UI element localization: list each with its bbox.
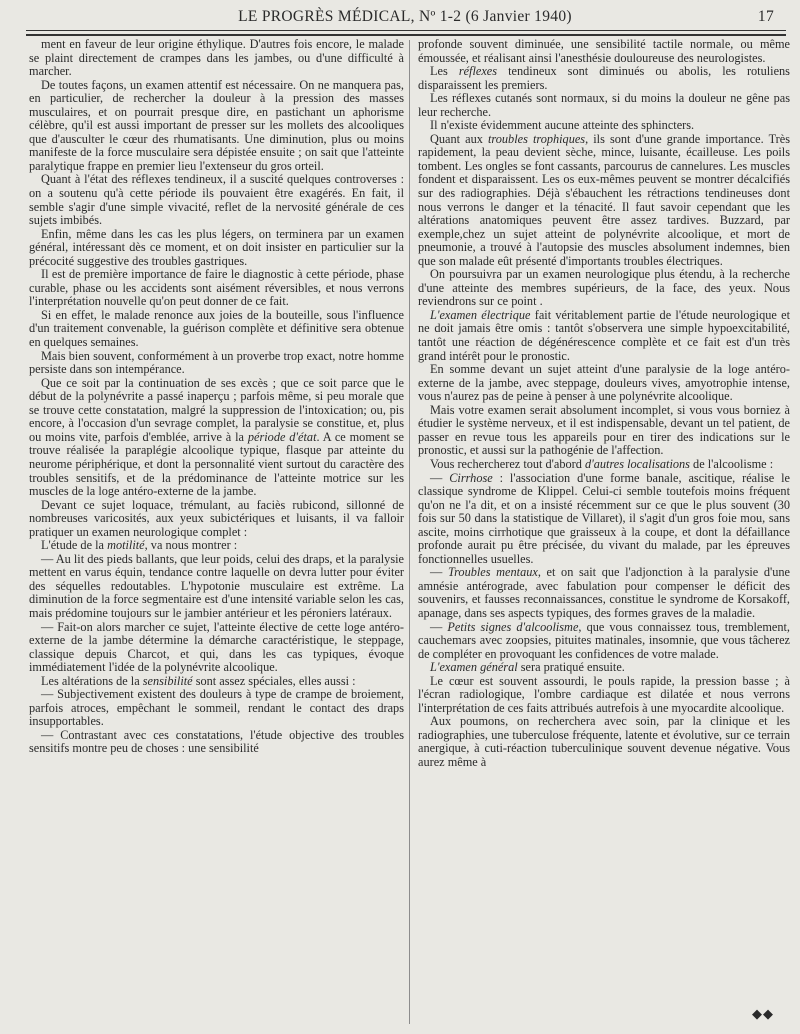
text-run: On poursuivra par un examen neurologique plus étendu, à la recherche d'une atteinte des membres supérieurs, de la face, des yeux. Nous reviendrons sur ce point .: [418, 267, 790, 309]
text-run: fait véritablement partie de l'étude neurologique et ne doit jamais être omis : tantôt s'observera une simple hypoexcitabilité, tantôt une réaction de dégénérescence complète et ce fait est d'un très grand intérêt pour le pronostic.: [418, 307, 790, 363]
paragraph: [29, 173, 404, 227]
italic-phrase: L'examen général: [430, 660, 518, 675]
paragraph: [418, 268, 790, 309]
paragraph: [29, 553, 404, 621]
text-run: de l'alcoolisme :: [689, 456, 774, 471]
text-run: —: [430, 619, 448, 634]
column-divider: [409, 40, 410, 1024]
left-column: [29, 38, 404, 756]
paragraph: [418, 566, 790, 620]
italic-phrase: réflexes: [458, 64, 498, 79]
text-run: , et on sait que l'adjonction à la paralysie d'une amnésie antérograde, avec fabulation pour compenser le déficit des souvenirs, et fausses reconnaissances, constitue le syndrome de Korsakoff, apanage, dans ses aspects typiques, des formes graves de la maladie.: [418, 565, 790, 620]
italic-phrase: troubles trophiques: [488, 131, 586, 146]
italic-phrase: Petits signes d'alcoolisme: [447, 619, 579, 634]
text-run: , que vous connaissez tous, tremblement, cauchemars avec zoopsies, pituites matinales, insomnie, que vous tâcherez de compléter en provoquant les confidences de votre malade.: [418, 619, 791, 661]
paragraph: [29, 499, 404, 540]
paragraph: [29, 350, 404, 377]
paragraph: [29, 309, 404, 350]
text-run: sera pratiqué ensuite.: [517, 660, 625, 675]
text-run: ment en faveur de leur origine éthylique. D'autres fois encore, le malade se plaint directement de crampes dans les jambes, ou d'une difficulté à marcher.: [29, 37, 404, 79]
paragraph: [418, 404, 790, 458]
text-run: Si en effet, le malade renonce aux joies de la bouteille, sous l'influence d'un traitement convenable, la guérison complète et définitive sera obtenue en quelques semaines.: [29, 307, 404, 350]
paragraph: [418, 119, 790, 133]
running-title: LE PROGRÈS MÉDICAL, Nº 1-2 (6 Janvier 1940): [238, 8, 572, 25]
paragraph: [29, 268, 404, 309]
text-run: Mais votre examen serait absolument incomplet, si vous vous borniez à étudier le système nerveux, et il est indispensable, devant un tel patient, de passer en revue tous les appareils pour en tirer des indications sur le pronostic, et aussi sur la pathogénie de l'affection.: [418, 402, 790, 458]
italic-phrase: sensibilité: [142, 673, 193, 688]
text-run: , ils sont d'une grande importance. Très rapidement, la peau devient sèche, mince, luisante, écailleuse. Les poils tombent. Les ongles se font cassants, parcourus de cannelures. Les muscles fondent et disparaissent. Les os eux-mêmes peuvent se montrer décalcifiés sur des radiographies. Déjà s'ébauchent les rétractions tendineuses dont nous verrons le danger et la ténacité. Il faut savoir cependant que les altérations anatomiques peuvent être assez tardives. Buzzard, par exemple,chez un sujet atteint de polynévrite alcoolique, et mort de pneumonie, a trouvé à l'autopsie des muscles absolument indemnes, bien que son malade eût présenté d'importants troubles électriques.: [418, 131, 790, 268]
text-run: — Au lit des pieds ballants, que leur poids, celui des draps, et la paralysie mettent en varus équin, tendance contre laquelle on devra lutter pour éviter des séquelles redoutables. L'hypotonie musculaire est extrême. La diminution de la force segmentaire est d'une intensité variable selon les cas, mais prédomine toujours sur le jambier antérieur et les péroniers latéraux.: [29, 551, 404, 620]
text-run: , va nous montrer :: [144, 538, 238, 553]
paragraph: [418, 92, 790, 119]
text-run: —: [430, 565, 448, 580]
text-run: — Fait-on alors marcher ce sujet, l'atteinte élective de cette loge antéro-externe de la jambe détermine la démarche caractéristique, le steppage, classique depuis Charcot, et qui, dans les cas typiques, évoque immédiatement l'idée de la polynévrite alcoolique.: [29, 619, 404, 675]
paragraph: [29, 539, 404, 553]
header-rule-thick: [26, 34, 786, 36]
paragraph: [418, 472, 790, 567]
italic-phrase: motilité: [107, 538, 145, 553]
text-run: Devant ce sujet loquace, trémulant, au faciès rubicond, sillonné de nombreuses varicosités, aux yeux subictériques et luisants, il va falloir pratiquer un examen neurologique complet :: [29, 497, 404, 539]
text-run: L'étude de la: [41, 538, 108, 553]
italic-phrase: Cirrhose: [449, 470, 493, 485]
italic-phrase: L'examen électrique: [430, 307, 531, 322]
text-run: : l'association d'une forme banale, ascitique, réalise le classique syndrome de Klippel. Celui-ci semble toutefois moins fréquent qu'on ne l'a dit, et on a insisté récemment sur ce que le plus souvent (30 fois sur 50 dans la statistique de Villaret), il s'agit d'un gros foie mou, sans ascite, moins cirrhotique que graisseux à la coupe, et dont la défaillance profonde aurait pu être précisée, du vivant du malade, par les épreuves fonctionnelles usuelles.: [418, 470, 790, 566]
paragraph: [29, 688, 404, 729]
text-run: Quant à l'état des réflexes tendineux, il a suscité quelques controverses : on a soutenu qu'à cette période ils pouvaient être exagérés. En fait, il semble s'agir d'une simple vivacité, reflet de la nervosité générale de ces sujets imbibés.: [29, 172, 404, 228]
text-run: profonde souvent diminuée, une sensibilité tactile normale, ou même émoussée, et réalisant ainsi l'anesthésie douloureuse des neurologistes.: [418, 37, 790, 65]
text-run: —: [430, 470, 450, 485]
paragraph: [418, 621, 790, 662]
paragraph: [418, 661, 790, 675]
paragraph: [418, 675, 790, 716]
text-run: . A ce moment se trouve réalisée la paraplégie alcoolique typique, flasque par atteinte du neurome périphérique, et dont la personnalité vient surtout du caractère des troubles sensitifs, et de la prédominance de l'atteinte motrice sur les muscles de la loge antéro-externe de la jambe.: [29, 429, 405, 499]
text-run: Les: [430, 64, 459, 79]
paragraph: [418, 65, 790, 92]
text-run: Enfin, même dans les cas les plus légers, on terminera par un examen général, intéressant dès ce moment, et on doit insister en particulier sur la précocité suggestive des troubles gastriques.: [29, 226, 404, 268]
italic-phrase: période d'état: [247, 429, 317, 444]
paragraph: [29, 377, 404, 499]
text-run: Les altérations de la: [41, 673, 143, 688]
paragraph: [29, 729, 404, 756]
text-run: — Contrastant avec ces constatations, l'étude objective des troubles sensitifs montre peu de choses : une sensibilité: [29, 727, 404, 756]
text-run: De toutes façons, un examen attentif est nécessaire. On ne manquera pas, en particulier, de rechercher la douleur à la pression des masses musculaires, et on pourrait presque dire, en pastichant un aphorisme célèbre, qu'il est aussi important de presser sur les mollets des alcooliques que d'ausculter le cœur des rhumatisants. Une diminution, plus ou moins manifeste de la force musculaire sera dépistée ensuite ; on sait que l'atteinte paralytique frappe en premier lieu l'extenseur du gros orteil.: [29, 77, 404, 173]
paragraph: [29, 79, 404, 174]
text-run: Les réflexes cutanés sont normaux, si du moins la douleur ne gêne pas leur recherche.: [418, 91, 790, 119]
running-header: [30, 8, 780, 28]
right-column: [418, 38, 790, 770]
end-ornament: ◆◆: [752, 1006, 774, 1021]
paragraph: [418, 458, 790, 472]
paragraph: [29, 38, 404, 79]
paragraph: [418, 38, 790, 65]
paragraph: [418, 309, 790, 363]
text-run: Quant aux: [430, 131, 488, 146]
paragraph: [29, 621, 404, 675]
italic-phrase: Troubles mentaux: [447, 565, 538, 580]
text-run: En somme devant un sujet atteint d'une paralysie de la loge antéro-externe de la jambe, avec steppage, douleurs vives, amyotrophie intense, vous n'aurez pas de peine à penser à une polynévrite alcoolique.: [418, 362, 790, 404]
text-run: Le cœur est souvent assourdi, le pouls rapide, la pression basse ; à l'écran radiologique, l'ombre cardiaque est dilatée et nous verrons l'interprétation de ces faits attribués autrefois à une myocardite alcoolique.: [418, 673, 790, 715]
paragraph: [418, 133, 790, 268]
text-run: sont assez spéciales, elles aussi :: [192, 673, 356, 688]
text-run: — Subjectivement existent des douleurs à type de crampe de broiement, parfois atroces, empêchant le sommeil, rendant le contact des draps insupportables.: [29, 687, 404, 729]
text-run: tendineux sont diminués ou abolis, les rotuliens disparaissent les premiers.: [418, 64, 790, 92]
italic-phrase: d'autres localisations: [584, 456, 690, 471]
paragraph: [418, 715, 790, 769]
text-run: Vous rechercherez tout d'abord: [430, 456, 585, 471]
paragraph: [418, 363, 790, 404]
text-run: Mais bien souvent, conformément à un proverbe trop exact, notre homme persiste dans son intempérance.: [29, 348, 404, 377]
page-number: 17: [757, 8, 774, 25]
text-run: Que ce soit par la continuation de ses excès ; que ce soit parce que le début de la polynévrite a passé inaperçu ; parfois même, si peu morale que se trouve cette constatation, malgré la suppression de l'intoxication; ou, pis encore, à l'occasion d'un sevrage complet, la paralysie se constitue, et, plus ou moins vite, parfois d'emblée, arrive à la: [29, 375, 404, 444]
text-run: Il est de première importance de faire le diagnostic à cette période, phase curable, phase ou les accidents sont aisément réversibles, et nous verrons l'interprétation nouvelle qu'on peut donner de ce fait.: [29, 267, 404, 309]
header-rule-thin: [26, 30, 786, 31]
paragraph: [29, 675, 404, 689]
paragraph: [29, 228, 404, 269]
text-run: Il n'existe évidemment aucune atteinte des sphincters.: [430, 118, 695, 133]
text-run: Aux poumons, on recherchera avec soin, par la clinique et les radiographies, une tuberculose fréquente, latente et évolutive, sur ce terrain anergique, à cuti-réaction tuberculinique souvent devenue négative. Vous aurez même à: [418, 714, 790, 769]
